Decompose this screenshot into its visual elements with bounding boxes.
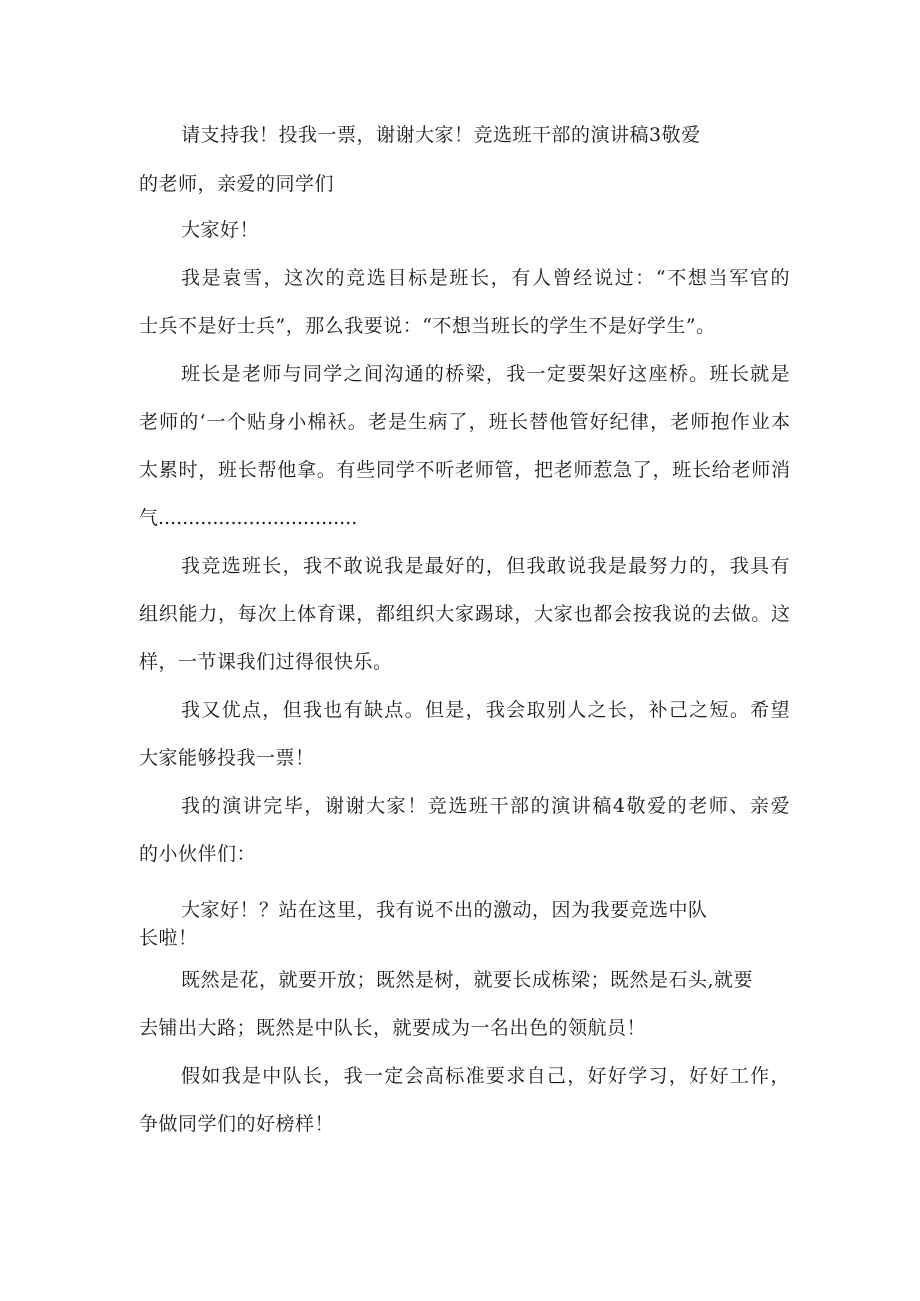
- text-line: 我是袁雪，这次的竞选目标是班长，有人曾经说过：“不想当军官的: [181, 267, 790, 289]
- text-line: 既然是花，就要开放；既然是树，就要长成栋梁；既然是石头,就要: [181, 969, 754, 991]
- text-line: 争做同学们的好榜样！: [139, 1113, 335, 1135]
- text-line: 太累时，班长帮他拿。有些同学不听老师管，把老师惹急了，班长给老师消: [139, 459, 790, 481]
- text-line: 大家好！: [181, 219, 260, 241]
- text-line: 我又优点，但我也有缺点。但是，我会取别人之长，补己之短。希望: [181, 699, 790, 721]
- text-line: 组织能力，每次上体育课，都组织大家踢球，大家也都会按我说的去做。这: [139, 603, 790, 625]
- text-line: 长啦！: [139, 927, 198, 949]
- text-line: 请支持我！投我一票，谢谢大家！竞选班干部的演讲稿3敬爱: [181, 124, 701, 146]
- text-line: 我竞选班长，我不敢说我是最好的，但我敢说我是最努力的，我具有: [181, 555, 790, 577]
- text-line: 士兵不是好士兵”，那么我要说：“不想当班长的学生不是好学生”。: [139, 315, 716, 337]
- text-line: 假如我是中队长，我一定会高标准要求自己，好好学习，好好工作，: [181, 1065, 790, 1087]
- text-line: 大家能够投我一票！: [139, 747, 315, 769]
- text-line: 的小伙伴们：: [139, 843, 257, 865]
- text-line: 的老师，亲爱的同学们: [139, 173, 335, 195]
- text-line: 老师的‘一个贴身小棉袄。老是生病了，班长替他管好纪律，老师抱作业本: [139, 411, 790, 433]
- text-line: 气.................................: [139, 507, 358, 529]
- text-line: 大家好！？站在这里，我有说不出的激动，因为我要竞选中队: [181, 899, 708, 921]
- text-line: 我的演讲完毕，谢谢大家！竞选班干部的演讲稿4敬爱的老师、亲爱: [181, 795, 790, 817]
- text-line: 样，一节课我们过得很快乐。: [139, 651, 393, 673]
- text-line: 班长是老师与同学之间沟通的桥梁，我一定要架好这座桥。班长就是: [181, 363, 790, 385]
- text-line: 去铺出大路；既然是中队长，就要成为一名出色的领航员！: [139, 1017, 647, 1039]
